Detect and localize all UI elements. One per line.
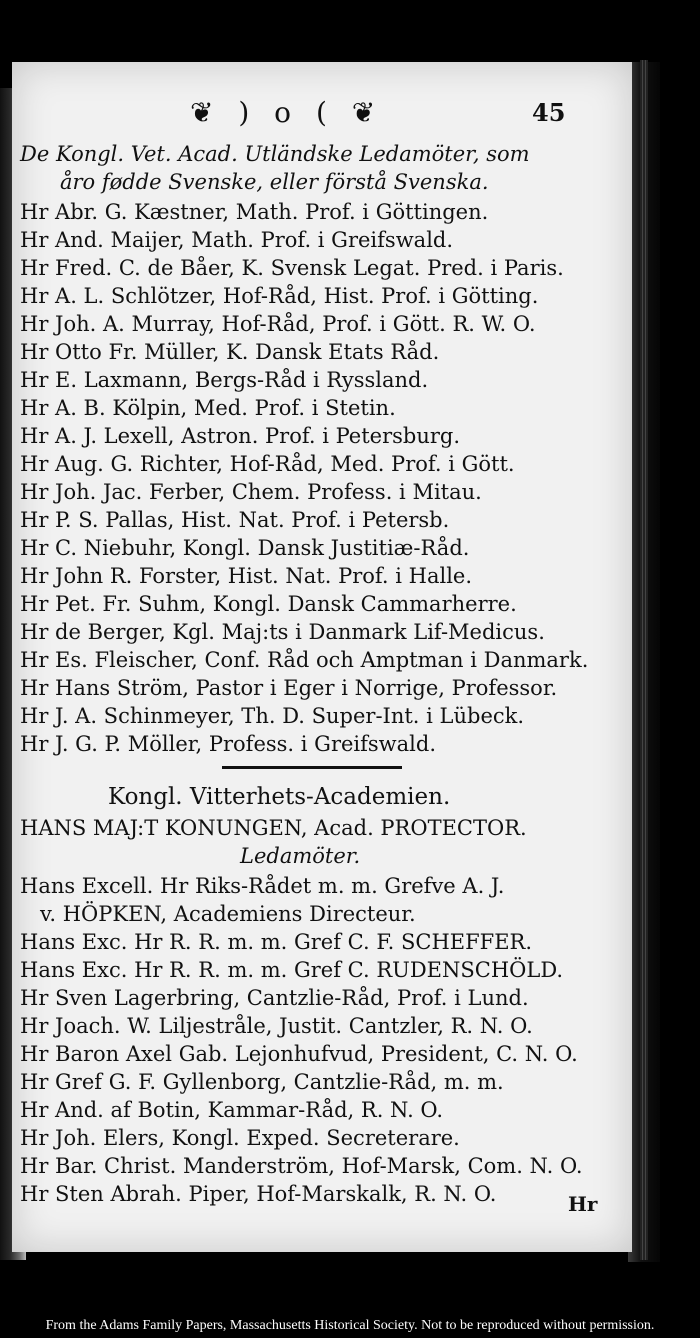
list-item: Hr Gref G. F. Gyllenborg, Cantzlie-Råd, m. m. [20, 1070, 504, 1094]
book-page [12, 62, 632, 1252]
list-item: v. HÖPKEN, Academiens Directeur. [40, 902, 416, 926]
list-item: Hr C. Niebuhr, Kongl. Dansk Justitiæ-Råd. [20, 536, 470, 560]
section1-title-line2: åro fødde Svenske, eller förstå Svenska. [60, 170, 489, 194]
list-item: Hans Excell. Hr Riks-Rådet m. m. Grefve A. J. [20, 874, 505, 898]
list-item: Hr Fred. C. de Båer, K. Svensk Legat. Pred. i Paris. [20, 256, 564, 280]
page-header [12, 90, 632, 140]
list-item: Hr Abr. G. Kæstner, Math. Prof. i Göttingen. [20, 200, 489, 224]
list-item: Hr John R. Forster, Hist. Nat. Prof. i Halle. [20, 564, 473, 588]
page-edge-stack [640, 60, 648, 1260]
list-item: Hr Joh. A. Murray, Hof-Råd, Prof. i Gött. R. W. O. [20, 312, 536, 336]
list-item: Hr Es. Fleischer, Conf. Råd och Amptman i Danmark. [20, 648, 589, 672]
list-item: Hr Joh. Elers, Kongl. Exped. Secreterare. [20, 1126, 460, 1150]
list-item: Hr A. B. Kölpin, Med. Prof. i Stetin. [20, 396, 396, 420]
section-divider [222, 766, 402, 769]
list-item: Hr E. Laxmann, Bergs-Råd i Ryssland. [20, 368, 429, 392]
list-item: Hr J. G. P. Möller, Profess. i Greifswald. [20, 732, 437, 756]
list-item: Hr Pet. Fr. Suhm, Kongl. Dansk Cammarherre. [20, 592, 517, 616]
section1-title-line1: De Kongl. Vet. Acad. Utländske Ledamöter, som [20, 142, 530, 166]
list-item: Hr Joh. Jac. Ferber, Chem. Profess. i Mitau. [20, 480, 482, 504]
list-item: Hr Otto Fr. Müller, K. Dansk Etats Råd. [20, 340, 440, 364]
header-ornament: ❦ ) o ( ❦ [190, 96, 384, 129]
list-item: Hr A. L. Schlötzer, Hof-Råd, Hist. Prof. i Götting. [20, 284, 539, 308]
list-item: Hr Bar. Christ. Manderström, Hof-Marsk, Com. N. O. [20, 1154, 583, 1178]
catchword: Hr [568, 1192, 598, 1216]
list-item: Hr Aug. G. Richter, Hof-Råd, Med. Prof. i Gött. [20, 452, 515, 476]
list-item: Hr Hans Ström, Pastor i Eger i Norrige, Professor. [20, 676, 558, 700]
list-item: Hr And. af Botin, Kammar-Råd, R. N. O. [20, 1098, 444, 1122]
list-item: Hr Sven Lagerbring, Cantzlie-Råd, Prof. i Lund. [20, 986, 529, 1010]
list-item: Hans Exc. Hr R. R. m. m. Gref C. F. SCHEFFER. [20, 930, 533, 954]
section2-title: Kongl. Vitterhets-Academien. [108, 784, 451, 810]
copyright-footer: From the Adams Family Papers, Massachusetts Historical Society. Not to be reproduced without permission. [45, 1318, 655, 1333]
section2-subheading: Ledamöter. [240, 844, 361, 868]
list-item: Hr Baron Axel Gab. Lejonhufvud, President, C. N. O. [20, 1042, 578, 1066]
page-number: 45 [532, 98, 566, 127]
list-item: Hr A. J. Lexell, Astron. Prof. i Petersburg. [20, 424, 461, 448]
list-item: Hr And. Maijer, Math. Prof. i Greifswald. [20, 228, 454, 252]
protector-line: HANS MAJ:T KONUNGEN, Acad. PROTECTOR. [20, 816, 527, 840]
list-item: Hr P. S. Pallas, Hist. Nat. Prof. i Petersb. [20, 508, 450, 532]
list-item: Hr de Berger, Kgl. Maj:ts i Danmark Lif-Medicus. [20, 620, 545, 644]
list-item: Hr Joach. W. Liljestråle, Justit. Cantzler, R. N. O. [20, 1014, 533, 1038]
list-item: Hr Sten Abrah. Piper, Hof-Marskalk, R. N. O. [20, 1182, 497, 1206]
list-item: Hans Exc. Hr R. R. m. m. Gref C. RUDENSCHÖLD. [20, 958, 564, 982]
list-item: Hr J. A. Schinmeyer, Th. D. Super-Int. i Lübeck. [20, 704, 525, 728]
